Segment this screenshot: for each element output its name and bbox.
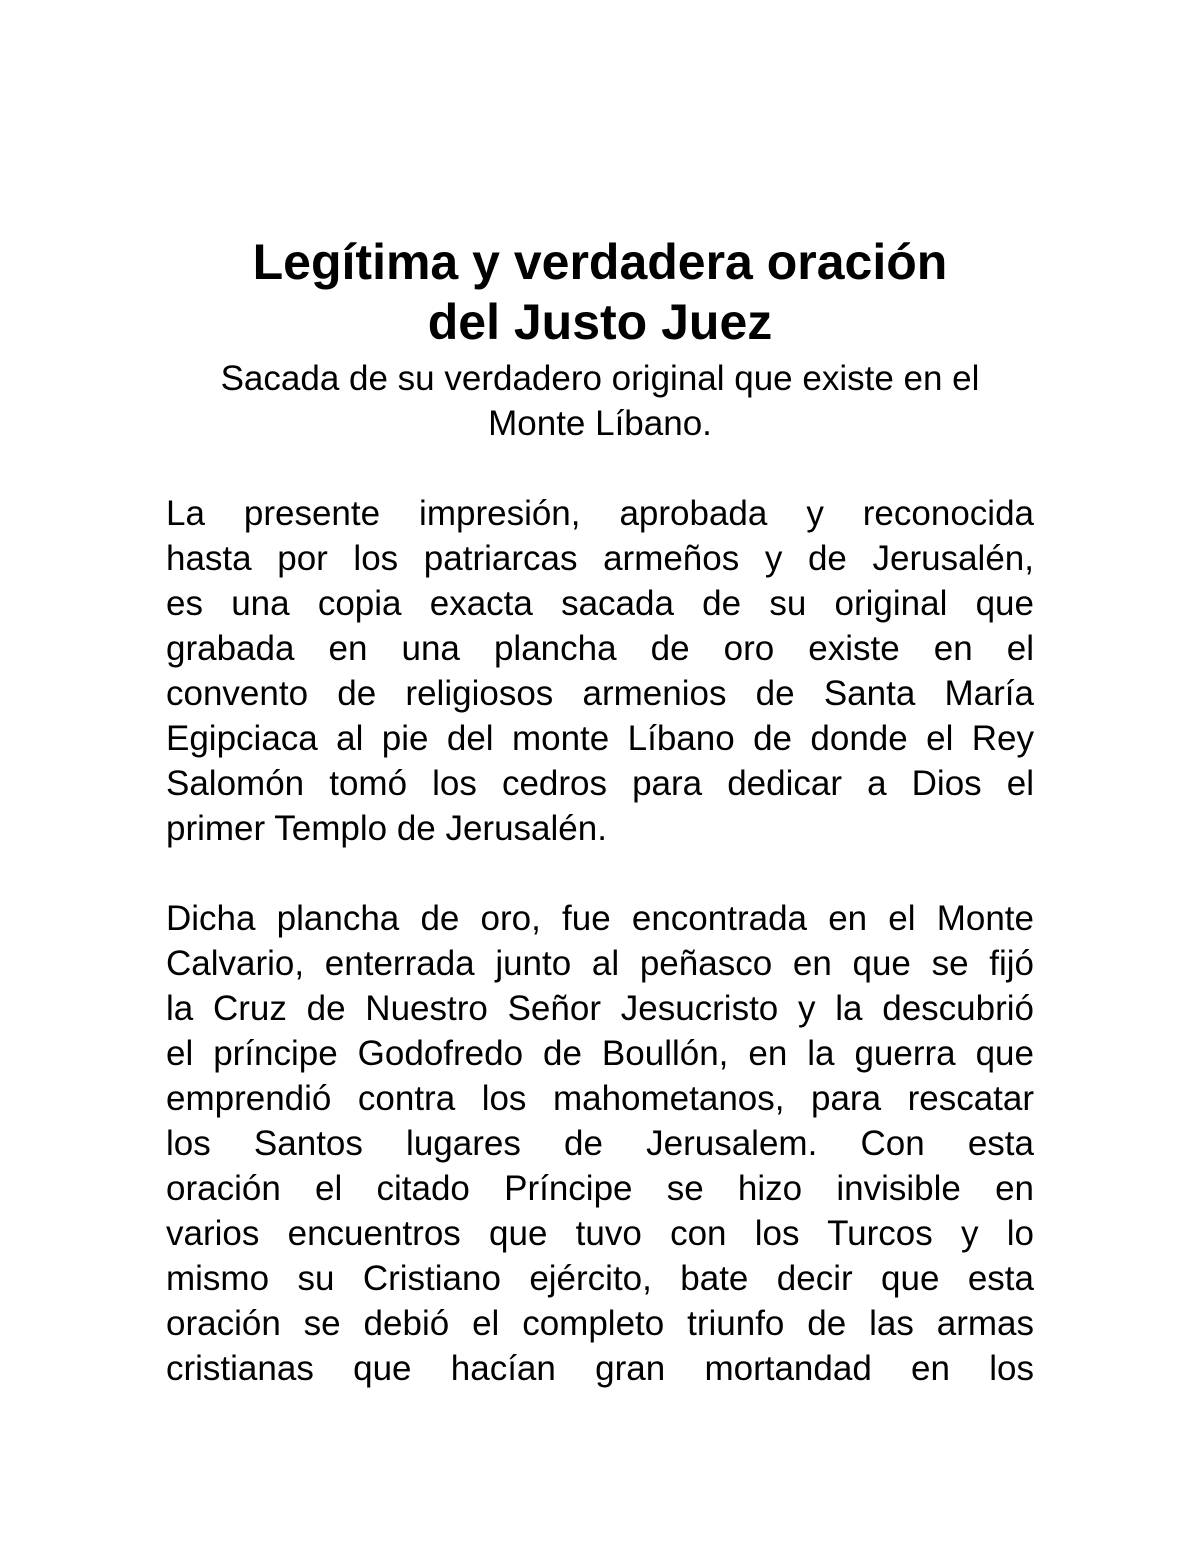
document-page bbox=[166, 232, 1034, 1391]
subtitle-line: Monte Líbano. bbox=[488, 404, 712, 443]
text-line: emprendió contra los mahometanos, para rescatar bbox=[166, 1079, 1034, 1118]
text-line: es una copia exacta sacada de su original que bbox=[166, 584, 1034, 623]
text-line: mismo su Cristiano ejército, bate decir que esta bbox=[166, 1259, 1034, 1298]
text-line: oración el citado Príncipe se hizo invisible en bbox=[166, 1169, 1034, 1208]
text-line: varios encuentros que tuvo con los Turcos y lo bbox=[166, 1214, 1034, 1253]
text-line: primer Templo de Jerusalén. bbox=[166, 809, 607, 848]
text-line: cristianas que hacían gran mortandad en los bbox=[166, 1349, 1034, 1388]
text-line: La presente impresión, aprobada y reconocida bbox=[166, 494, 1034, 533]
paragraph-2 bbox=[166, 896, 1034, 1391]
text-line: grabada en una plancha de oro existe en el bbox=[166, 629, 1034, 668]
title-line: del Justo Juez bbox=[427, 294, 773, 350]
text-line: Egipciaca al pie del monte Líbano de donde el Rey bbox=[166, 719, 1034, 758]
text-line: convento de religiosos armenios de Santa María bbox=[166, 674, 1034, 713]
text-line: el príncipe Godofredo de Boullón, en la guerra que bbox=[166, 1034, 1034, 1073]
title-line: Legítima y verdadera oración bbox=[252, 234, 948, 290]
text-line: hasta por los patriarcas armeños y de Jerusalén, bbox=[166, 539, 1034, 578]
document-subtitle bbox=[166, 356, 1034, 446]
text-line: la Cruz de Nuestro Señor Jesucristo y la descubrió bbox=[166, 989, 1034, 1028]
document-title bbox=[166, 232, 1034, 352]
text-line: Salomón tomó los cedros para dedicar a Dios el bbox=[166, 764, 1034, 803]
text-line: los Santos lugares de Jerusalem. Con esta bbox=[166, 1124, 1034, 1163]
text-line: oración se debió el completo triunfo de las armas bbox=[166, 1304, 1034, 1343]
subtitle-line: Sacada de su verdadero original que existe en el bbox=[220, 359, 980, 398]
paragraph-1 bbox=[166, 491, 1034, 851]
text-line: Dicha plancha de oro, fue encontrada en el Monte bbox=[166, 899, 1034, 938]
text-line: Calvario, enterrada junto al peñasco en que se fijó bbox=[166, 944, 1034, 983]
